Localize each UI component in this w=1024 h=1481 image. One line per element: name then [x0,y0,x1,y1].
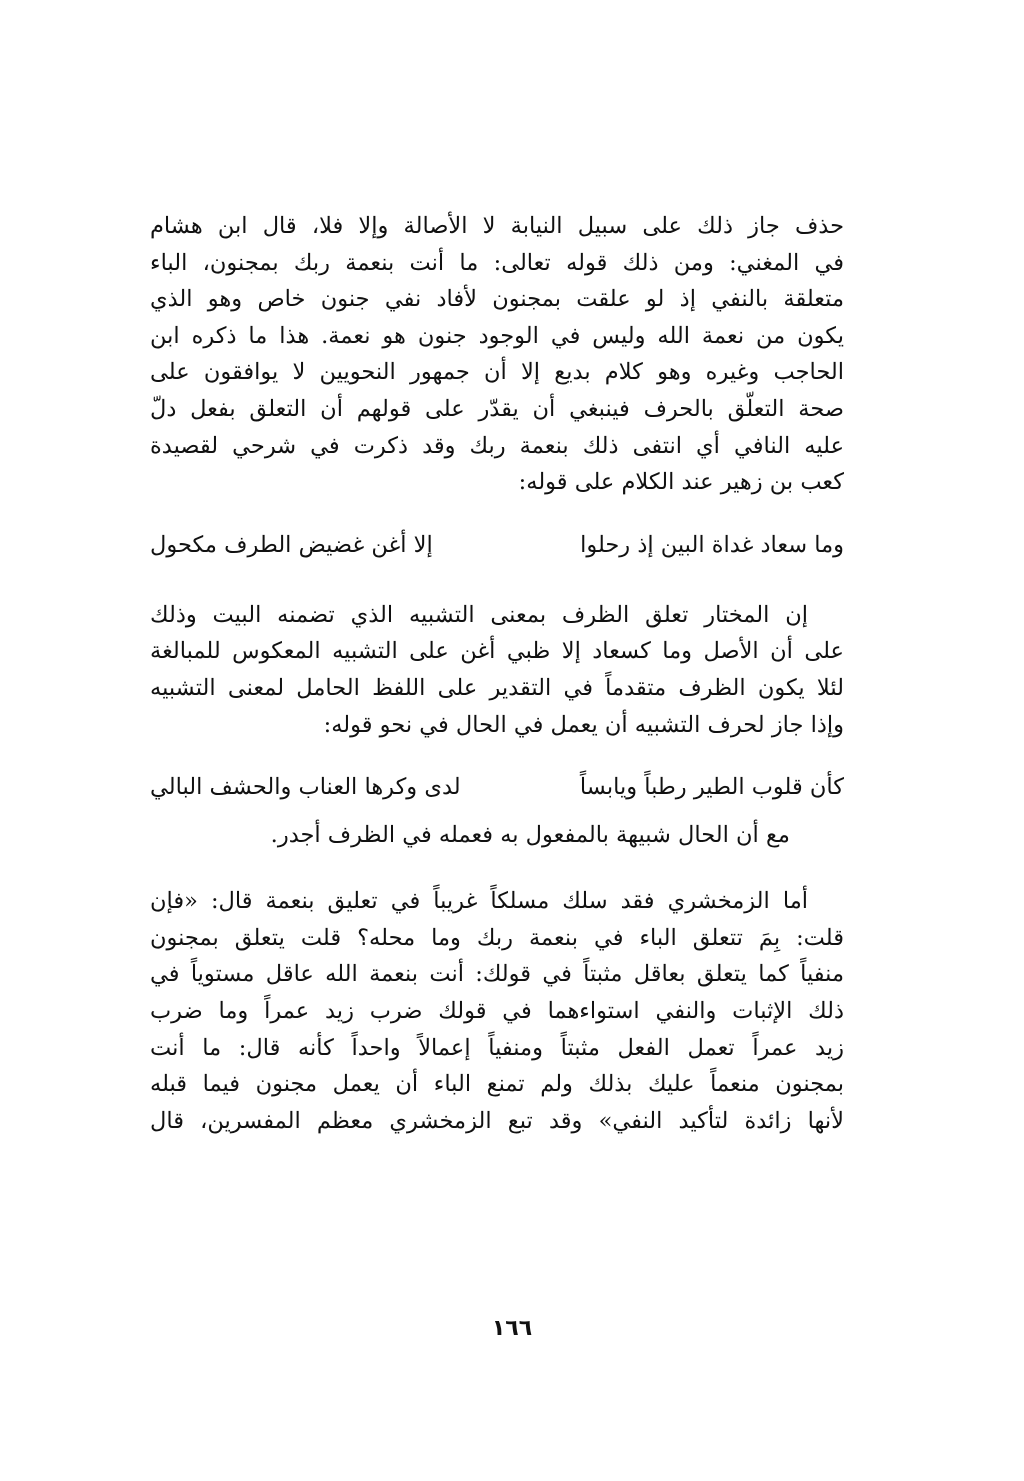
text-line: بمجنون منعماً عليك بذلك ولم تمنع الباء أن يعمل مجنون فيما قبله [150,1071,844,1098]
verse-second-hemistich: لدى وكرها العناب والحشف البالي [150,774,461,801]
page-number: ١٦٦ [491,1316,533,1341]
text-line: حذف جاز ذلك على سبيل النيابة لا الأصالة وإلا فلا، قال ابن هشام [150,213,844,239]
verse-follow-line: مع أن الحال شبيهة بالمفعول به فعمله في الظرف أجدر. [270,822,790,849]
paragraph-2 [150,597,844,743]
text-line: صحة التعلّق بالحرف فينبغي أن يقدّر على قولهم أن التعلق بفعل دلّ [150,395,844,422]
page-body [150,208,844,1139]
text-line: متعلقة بالنفي إذ لو علقت بمجنون لأفاد نفي جنون خاص وهو الذي [150,286,844,313]
verse-first-hemistich: وما سعاد غداة البين إذ رحلوا [580,531,844,558]
text-line: إن المختار تعلق الظرف بمعنى التشبيه الذي تضمنه البيت وذلك [150,601,808,628]
verse-first-hemistich: كأن قلوب الطير رطباً ويابساً [579,774,844,801]
text-line: لئلا يكون الظرف متقدماً في التقدير على اللفظ الحامل لمعنى التشبيه [150,674,844,701]
text-line: عليه النافي أي انتفى ذلك بنعمة ربك وقد ذكرت في شرحي لقصيدة [150,432,844,459]
text-line: كعب بن زهير عند الكلام على قوله: [518,469,844,496]
text-line: يكون من نعمة الله وليس في الوجود جنون هو نعمة. هذا ما ذكره ابن [150,322,844,349]
paragraph-3 [150,883,844,1139]
verse-second-hemistich: إلا أغن غضيض الطرف مكحول [150,531,433,558]
text-line: قلت: بِمَ تتعلق الباء في بنعمة ربك وما محله؟ قلت يتعلق بمجنون [150,924,844,951]
text-line: زيد عمراً تعمل الفعل مثبتاً ومنفياً إعمالاً واحداً كأنه قال: ما أنت [150,1034,844,1061]
text-line: ذلك الإثبات والنفي استواءهما في قولك ضرب زيد عمراً وما ضرب [150,997,844,1024]
verse-1 [150,527,844,563]
text-line: في المغني: ومن ذلك قوله تعالى: ما أنت بنعمة ربك بمجنون، الباء [150,249,844,276]
text-line: وإذا جاز لحرف التشبيه أن يعمل في الحال في نحو قوله: [323,711,844,738]
text-line: منفياً كما يتعلق بعاقل مثبتاً في قولك: أنت بنعمة الله عاقل مستوياً في [150,961,844,988]
verse-2 [150,769,844,805]
text-line: أما الزمخشري فقد سلك مسلكاً غريباً في تعليق بنعمة قال: «فإن [150,888,808,915]
text-line: لأنها زائدة لتأكيد النفي» وقد تبع الزمخشري معظم المفسرين، قال [150,1107,844,1134]
paragraph-1 [150,208,844,501]
text-line: على أن الأصل وما كسعاد إلا ظبي أغن على التشبيه المعكوس للمبالغة [150,638,844,665]
text-line: الحاجب وغيره وهو كلام بديع إلا أن جمهور النحويين لا يوافقون على [150,359,844,386]
